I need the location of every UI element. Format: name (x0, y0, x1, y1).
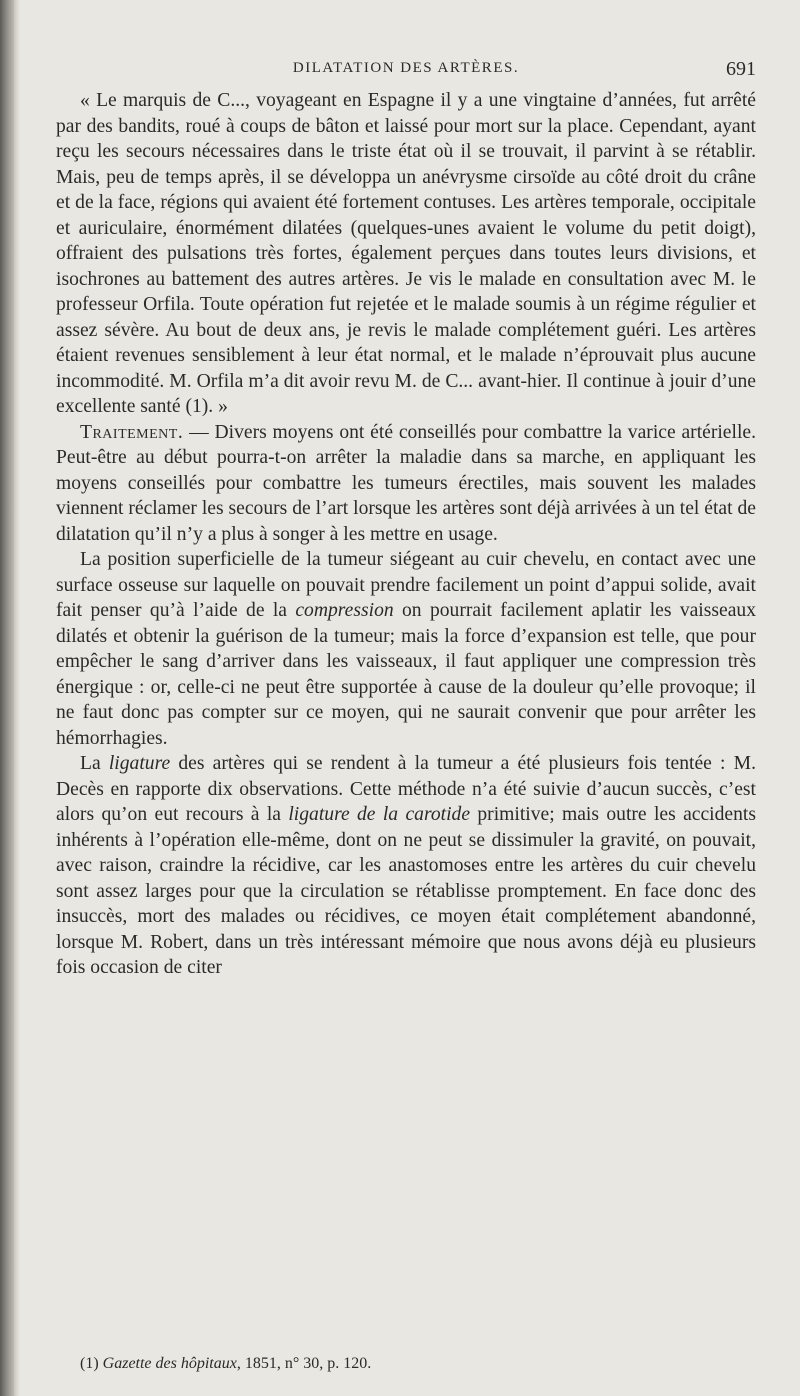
page-gutter (14, 0, 20, 1396)
paragraph-text: La position superficielle de la tumeur siégeant au cuir chevelu, en contact avec une surface osseuse sur laquelle on pouvait prendre facilement un point d’appui solide, avait fait penser qu’à l’aide de la (56, 549, 756, 621)
emphasis-text: compression (295, 600, 394, 621)
page-number: 691 (726, 58, 756, 80)
emphasis-text: ligature (108, 753, 171, 774)
paragraph (56, 420, 756, 548)
running-title: DILATATION DES ARTÈRES. (292, 60, 520, 76)
footnote-source: Gazette des hôpitaux (102, 1355, 237, 1372)
paragraph-text: on pourrait facilement aplatir les vaisseaux dilatés et obtenir la guérison de la tumeur; mais la force d’expansion est telle, que pour empêcher le sang d’arriver dans les vaisseaux, il faut appliquer une compression très énergique : or, celle-ci ne peut être supportée à cause de la douleur qu’elle provoque; il ne faut donc pas compter sur ce moyen, qui ne saurait convenir que pour arrêter les hémorrhagies. (56, 600, 756, 749)
book-binding-shadow (0, 0, 14, 1396)
paragraph (56, 751, 756, 981)
paragraph-text: La (80, 753, 109, 774)
section-heading: Traitement. (80, 421, 184, 443)
emphasis-text: ligature de la carotide (288, 804, 471, 825)
body-text (56, 88, 756, 981)
footnote (80, 1355, 760, 1373)
paragraph-text: « Le marquis de C..., voyageant en Espagne il y a une vingtaine d’années, fut arrêté par des bandits, roué à coups de bâton et laissé pour mort sur la place. Cependant, ayant reçu les secours nécessaires dans le triste état où il se trouvait, il parvint à se rétablir. Mais, peu de temps après, il se développa un anévrysme cirsoïde au côté droit du crâne et de la face, régions qui avaient été fortement contuses. Les artères temporale, occipitale et auriculaire, énormément dilatées (quelques-unes avaient le volume du petit doigt), offraient des pulsations très fortes, également perçues dans toutes leurs divisions, et isochrones au battement des autres artères. Je vis le malade en consultation avec M. le professeur Orfila. Toute opération fut rejetée et le malade soumis à un régime régulier et assez sévère. Au bout de deux ans, je revis le malade complétement guéri. Les artères étaient revenues sensiblement à leur état normal, et le malade n’éprouvait plus aucune incommodité. M. Orfila m’a dit avoir revu M. de C... avant-hier. Il continue à jouir d’une excellente santé (1). » (56, 90, 756, 417)
running-header (56, 58, 756, 84)
paragraph-text: primitive; mais outre les accidents inhérents à l’opération elle-même, dont on ne peut se dissimuler la gravité, on pouvait, avec raison, craindre la récidive, car les anastomoses entre les artères du cuir chevelu sont assez larges pour que la circulation se rétablisse promptement. En face donc des insuccès, mort des malades ou récidives, ce moyen était complétement abandonné, lorsque M. Robert, dans un très intéressant mémoire que nous avons déjà eu plusieurs fois occasion de citer (56, 804, 756, 978)
paragraph (56, 547, 756, 751)
footnote-marker: (1) (80, 1355, 99, 1372)
paragraph-text: des artères qui se rendent à la tumeur a été plusieurs fois tentée : M. Decès en rapporte dix observations. Cette méthode n’a été suivie d’aucun succès, c’est alors qu’on eut recours à la (56, 753, 756, 825)
paragraph-text: — Divers moyens ont été conseillés pour combattre la varice artérielle. Peut-être au début pourra-t-on arrêter la maladie dans sa marche, en appliquant les moyens conseillés pour combattre les tumeurs érectiles, mais souvent les malades viennent réclamer les secours de l’art lorsque les artères sont déjà arrivées à un tel état de dilatation qu’il n’y a plus à songer à les mettre en usage. (56, 421, 756, 545)
paragraph (56, 88, 756, 420)
footnote-details: , 1851, n° 30, p. 120. (236, 1355, 372, 1372)
